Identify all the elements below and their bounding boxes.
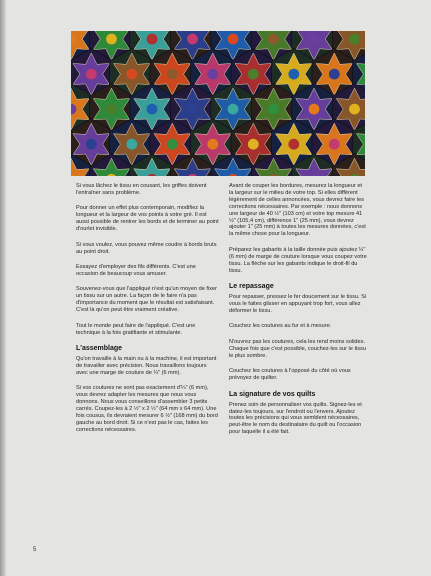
quilt-star-center xyxy=(228,34,239,45)
quilt-star-center xyxy=(288,139,299,150)
quilt-star-center xyxy=(207,69,218,80)
quilt-star-center xyxy=(147,34,158,45)
quilt-star-center xyxy=(207,139,218,150)
quilt-star-center xyxy=(187,104,198,115)
quilt-star-center xyxy=(248,139,259,150)
body-paragraph: Pour donner un effet plus contemporain, modifiez la longueur et la largeur de vos points à votre gré. Il est aussi possible de rentrer les bords et de terminer au point d'ourlet invisible. xyxy=(76,205,219,233)
quilt-star-center xyxy=(167,69,178,80)
quilt-star-center xyxy=(126,139,137,150)
quilt-star-center xyxy=(329,69,340,80)
quilt-star-center xyxy=(349,34,360,45)
section-heading: L'assemblage xyxy=(76,345,123,353)
section-heading: Le repassage xyxy=(229,283,274,291)
quilt-star-pattern xyxy=(71,31,365,176)
body-paragraph: Couchez les coutures à l'opposé du côté où vous prévoyez de quilter. xyxy=(229,368,351,382)
quilt-star-center xyxy=(268,104,279,115)
quilt-star-center xyxy=(86,69,97,80)
quilt-star-center xyxy=(106,34,117,45)
body-paragraph: Si vos coutures ne sont pas exactement d'¼" (6 mm), vous devrez adapter les mesures que nous vous donnons. Nous vous conseillons d'assembler 3 petits carrés. Coupez-les à 2 ½" x 2 ½" (64 mm x 64 mm). Une fois cousus, ils devraient mesurer 6 ½" (168 mm) du bord gauche au bord droit. Si ce n'est pas le cas, faites les corrections nécessaires. xyxy=(76,385,218,433)
body-paragraph: Avant de couper les bordures, mesurez la longueur et la largeur sur le milieu de votre top. Si elles diffèrent légèrement de celles annoncées, vous devrez faire les corrections nécessaires. Par exemple : nous donnons une largeur de 40 ½" (103 cm) et votre top mesure 41 ½" (105,4 cm), différence 1" (25 mm), vous devrez ajouter 1" (25 mm) à toutes les mesures données, c'est la même chose pour la longueur. xyxy=(229,183,366,238)
body-paragraph: Si vous voulez, vous pouvez même coudre à bords bruts au point droit. xyxy=(76,241,217,255)
quilt-star-center xyxy=(329,139,340,150)
page-spine-shadow xyxy=(0,0,6,576)
quilt-star-center xyxy=(248,69,259,80)
body-paragraph: Essayez d'employer des fils différents. C'est une occasion de beaucoup vous amuser. xyxy=(76,264,196,277)
quilt-star-center xyxy=(187,34,198,45)
quilt-star-center xyxy=(228,104,239,115)
quilt-star-center xyxy=(309,34,320,45)
body-paragraph: Souvenez-vous que l'appliqué n'est qu'un moyen de fixer un tissu sur un autre. La façon de le faire n'a pas d'importance du moment que le résultat est satisfaisant. C'est là qu'on peut être vraiment créative. xyxy=(76,286,217,314)
body-paragraph: Préparez les gabarits à la taille donnée puis ajoutez ¼" (6 mm) de marge de couture lorsque vous coupez votre tissu. La flèche sur les gabarits indique le droit-fil du tissu. xyxy=(229,246,367,274)
quilt-star-center xyxy=(288,69,299,80)
quilt-star-center xyxy=(106,104,117,115)
section-heading: La signature de vos quilts xyxy=(229,390,316,398)
quilt-star-center xyxy=(309,104,320,115)
body-paragraph: Tout le monde peut faire de l'appliqué. C'est une technique à la fois gratifiante et stimulante. xyxy=(76,322,196,336)
quilt-star-center xyxy=(147,104,158,115)
quilt-photo xyxy=(71,31,365,176)
left-text-column xyxy=(76,183,219,442)
body-paragraph: N'ouvrez pas les coutures, cela les rend moins solides. Chaque fois que c'est possible, couchez-les sur le tissu le plus sombre. xyxy=(229,338,366,359)
quilt-star-center xyxy=(86,139,97,150)
body-paragraph: Si vous lâchez le tissu en cousant, les griffes doivent l'entraîner sans problème. xyxy=(76,183,207,196)
body-paragraph: Couchez les coutures au fur et à mesure. xyxy=(229,323,332,330)
quilt-star-center xyxy=(167,139,178,150)
quilt-star-center xyxy=(349,104,360,115)
right-text-column xyxy=(229,183,367,445)
body-paragraph: Prenez soin de personnaliser vos quilts. Signez-les et datez-les toujours, sur l'endroit ou l'envers. Ajoutez toutes les précisions qui vous semblent nécessaires, peut-être le nom du destinataire du quilt ou l'occasion pour laquelle il a été fait. xyxy=(229,401,362,436)
quilt-star-center xyxy=(268,34,279,45)
quilt-star-center xyxy=(126,69,137,80)
page-number: 5 xyxy=(33,547,37,553)
body-paragraph: Qu'on travaille à la main ou à la machine, il est important de travailler avec précision. Nous travaillons toujours avec une marge de couture de ¼" (6 mm). xyxy=(76,356,217,376)
body-paragraph: Pour repasser, pressez le fer doucement sur le tissu. Si vous le faites glisser en appuyant trop fort, vous allez déformer le tissu. xyxy=(229,294,367,314)
